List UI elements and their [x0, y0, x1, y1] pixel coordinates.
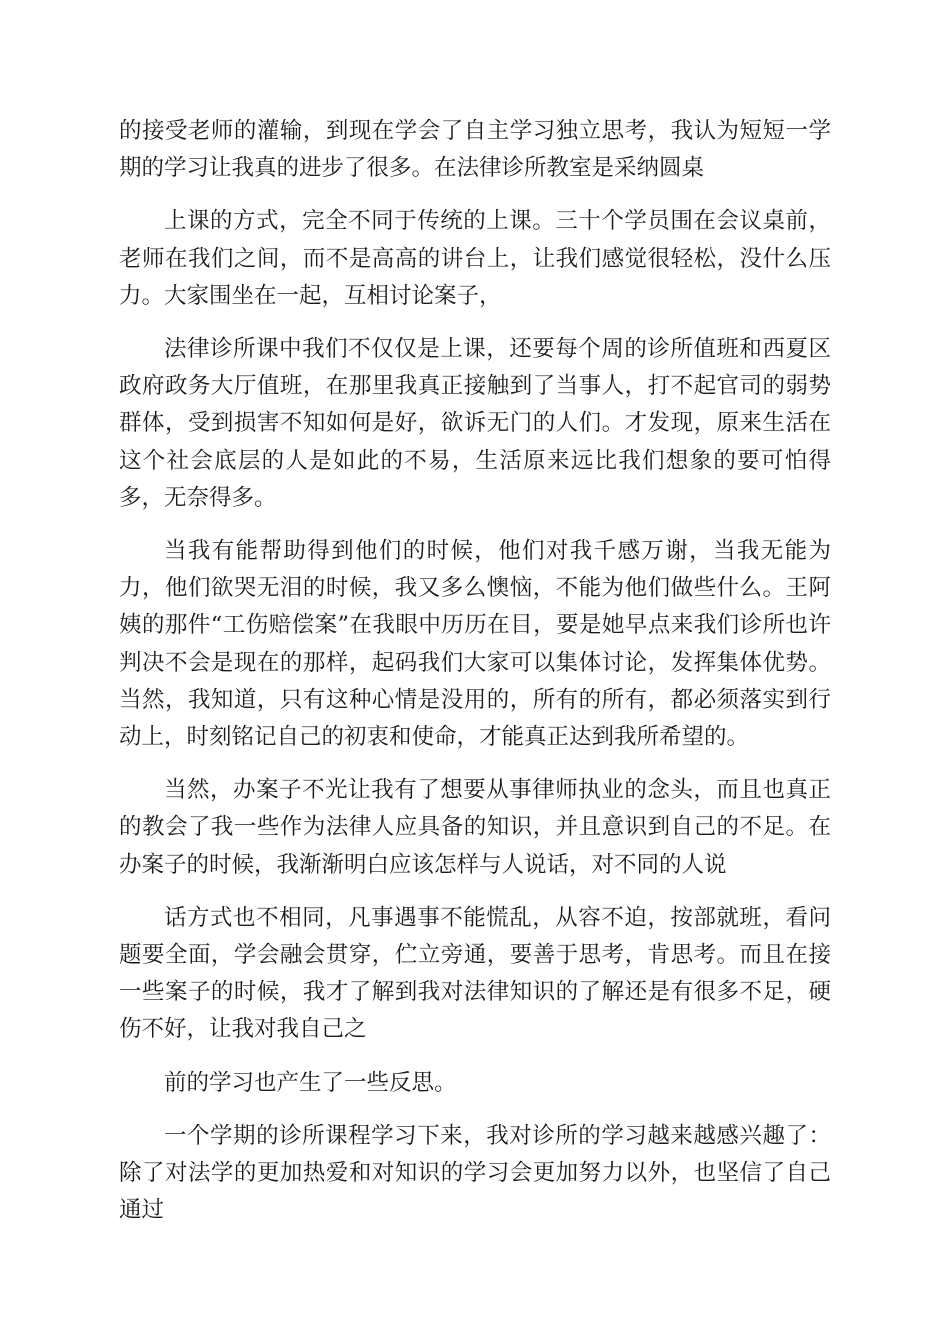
paragraph-4: 当我有能帮助得到他们的时候，他们对我千感万谢，当我无能为力，他们欲哭无泪的时候，我又多么懊恼，不能为他们做些什么。王阿姨的那件“工伤赔偿案”在我眼中历历在目，要是她早点来我们诊所也许判决不会是现在的那样，起码我们大家可以集体讨论，发挥集体优势。当然，我知道，只有这种心情是没用的，所有的所有，都必须落实到行动上，时刻铭记自己的初衷和使命，才能真正达到我所希望的。 — [119, 538, 831, 751]
document-body — [119, 113, 831, 1245]
paragraph-7: 前的学习也产生了一些反思。 — [164, 1069, 457, 1096]
paragraph-8: 一个学期的诊所课程学习下来，我对诊所的学习越来越感兴趣了：除了对法学的更加热爱和对知识的学习会更加努力以外，也坚信了自己通过 — [119, 1122, 831, 1224]
paragraph-3: 法律诊所课中我们不仅仅是上课，还要每个周的诊所值班和西夏区政府政务大厅值班，在那里我真正接触到了当事人，打不起官司的弱势群体，受到损害不知如何是好，欲诉无门的人们。才发现，原来生活在这个社会底层的人是如此的不易，生活原来远比我们想象的要可怕得多，无奈得多。 — [119, 336, 831, 511]
paragraph-5: 当然，办案子不光让我有了想要从事律师执业的念头，而且也真正的教会了我一些作为法律人应具备的知识，并且意识到自己的不足。在办案子的时候，我渐渐明白应该怎样与人说话，对不同的人说 — [119, 777, 831, 878]
paragraph-6: 话方式也不相同，凡事遇事不能慌乱，从容不迫，按部就班，看问题要全面，学会融会贯穿，伫立旁通，要善于思考，肯思考。而且在接一些案子的时候，我才了解到我对法律知识的了解还是有很多不足，硬伤不好，让我对我自己之 — [119, 904, 831, 1043]
paragraph-1: 的接受老师的灌输，到现在学会了自主学习独立思考，我认为短短一学期的学习让我真的进步了很多。在法律诊所教室是采纳圆桌 — [119, 118, 831, 182]
paragraph-2: 上课的方式，完全不同于传统的上课。三十个学员围在会议桌前，老师在我们之间，而不是高高的讲台上，让我们感觉很轻松，没什么压力。大家围坐在一起，互相讨论案子， — [119, 208, 831, 309]
